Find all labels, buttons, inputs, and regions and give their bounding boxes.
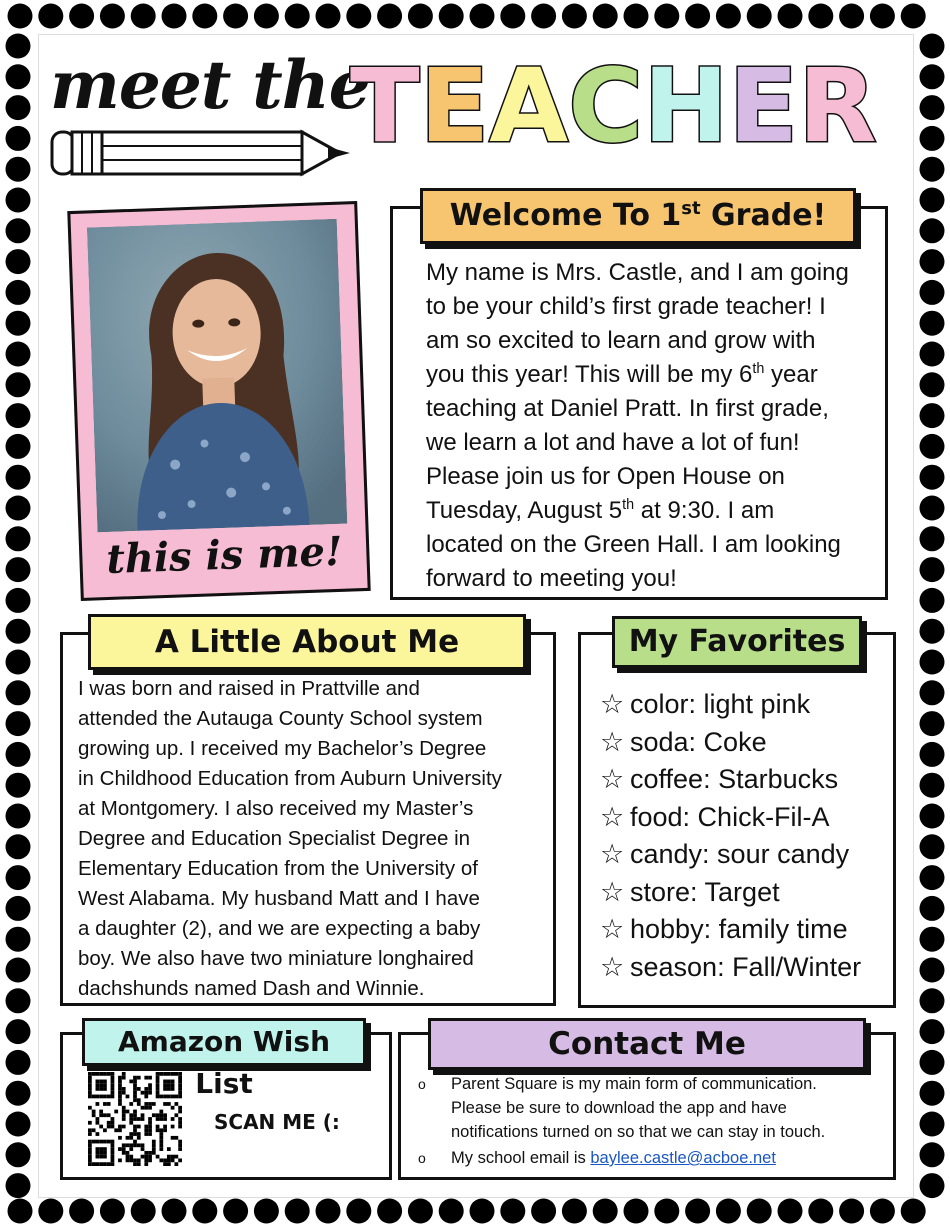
bullet: o	[418, 1150, 426, 1166]
favorite-item	[600, 724, 890, 762]
welcome-paragraph	[426, 256, 866, 596]
qr-code[interactable]	[88, 1072, 182, 1166]
welcome-title	[420, 188, 856, 244]
teacher-letter: R	[798, 47, 877, 166]
contact-line: notifications turned on so that we can stay in touch.	[451, 1123, 826, 1141]
about-paragraph	[78, 674, 536, 1004]
welcome-line-text: to be your child’s first grade teacher! I	[426, 293, 826, 320]
pencil-icon	[50, 126, 355, 180]
favorite-item	[600, 799, 890, 837]
welcome-line-text: teaching at Daniel Pratt. In first grade,	[426, 395, 829, 422]
welcome-line-text: year	[764, 361, 818, 388]
star-icon: ☆	[600, 839, 625, 869]
about-line: Elementary Education from the University of	[78, 857, 478, 880]
about-line: in Childhood Education from Auburn University	[78, 767, 502, 790]
contact-list	[414, 1072, 874, 1172]
favorite-text: candy: sour candy	[630, 839, 850, 869]
teacher-letter: A	[489, 47, 569, 166]
contact-title: Contact Me	[428, 1018, 866, 1070]
teacher-letter: H	[643, 47, 729, 166]
email-link[interactable]: baylee.castle@acboe.net	[590, 1149, 776, 1167]
teacher-heading	[350, 47, 877, 166]
welcome-line-text: you this year! This will be my 6	[426, 361, 753, 388]
welcome-line	[426, 562, 866, 596]
teacher-letter: T	[350, 47, 420, 166]
about-line: a daughter (2), and we are expecting a baby	[78, 917, 481, 940]
welcome-line-text: located on the Green Hall. I am looking	[426, 531, 841, 558]
favorite-text: season: Fall/Winter	[630, 951, 862, 982]
welcome-line	[426, 358, 866, 392]
about-line: dachshunds named Dash and Winnie.	[78, 977, 425, 1000]
star-icon: ☆	[600, 914, 625, 944]
welcome-title-post: Grade!	[700, 198, 827, 233]
favorite-text: coffee: Starbucks	[630, 764, 839, 794]
about-title: A Little About Me	[88, 614, 526, 670]
star-icon: ☆	[600, 764, 625, 794]
about-line: West Alabama. My husband Matt and I have	[78, 887, 480, 910]
email-prefix: My school email is	[451, 1149, 591, 1167]
star-icon: ☆	[600, 689, 625, 719]
about-line: boy. We also have two miniature longhaired	[78, 947, 474, 970]
star-icon: ☆	[600, 951, 625, 982]
favorite-item	[600, 874, 890, 912]
scan-me-label: SCAN ME (:	[214, 1110, 340, 1134]
favorite-item	[600, 761, 890, 799]
welcome-line-text: My name is Mrs. Castle, and I am going	[426, 259, 849, 286]
welcome-title-sup: st	[681, 198, 701, 219]
welcome-line	[426, 528, 866, 562]
favorite-text: soda: Coke	[630, 726, 767, 757]
favorite-item	[600, 949, 890, 987]
welcome-line-text: am so excited to learn and grow with	[426, 327, 816, 354]
about-line: at Montgomery. I also received my Master’s	[78, 797, 474, 820]
star-icon: ☆	[600, 876, 625, 907]
about-line: I was born and raised in Prattville and	[78, 677, 420, 700]
welcome-line-text: Please join us for Open House on	[426, 463, 785, 490]
teacher-letter: E	[728, 47, 799, 166]
about-line: growing up. I received my Bachelor’s Degree	[78, 737, 487, 760]
contact-item-email	[414, 1146, 874, 1170]
photo-frame	[67, 201, 370, 601]
welcome-line-sup: th	[622, 497, 635, 513]
about-line: attended the Autauga County School system	[78, 707, 483, 730]
welcome-line	[426, 426, 866, 460]
star-icon: ☆	[600, 801, 625, 832]
star-icon: ☆	[600, 726, 625, 757]
welcome-line-text: Tuesday, August 5	[426, 497, 623, 524]
wishlist-title: Amazon Wish List	[82, 1018, 366, 1066]
teacher-letter: C	[568, 47, 644, 166]
welcome-line	[426, 392, 866, 426]
photo-caption: this is me!	[105, 527, 344, 584]
favorite-text: color: light pink	[630, 689, 811, 719]
welcome-line-sup: th	[752, 361, 765, 377]
favorite-item	[600, 686, 890, 724]
favorites-list	[600, 686, 890, 986]
favorite-item	[600, 836, 890, 874]
contact-line: Please be sure to download the app and have	[451, 1099, 787, 1117]
welcome-line	[426, 256, 866, 290]
welcome-line	[426, 460, 866, 494]
contact-item-parent-square	[414, 1072, 874, 1144]
teacher-letter: E	[419, 47, 490, 166]
bullet: o	[418, 1076, 426, 1092]
welcome-line-text: we learn a lot and have a lot of fun!	[426, 429, 800, 456]
favorites-title: My Favorites	[612, 616, 862, 668]
welcome-line-text: forward to meeting you!	[426, 565, 677, 592]
favorite-item	[600, 911, 890, 949]
favorite-text: food: Chick-Fil-A	[630, 801, 830, 832]
meet-the-heading: meet the	[50, 46, 370, 124]
welcome-line	[426, 324, 866, 358]
favorite-text: hobby: family time	[630, 914, 848, 944]
favorite-text: store: Target	[630, 876, 780, 907]
welcome-line-text: at 9:30. I am	[634, 497, 775, 524]
about-line: Degree and Education Specialist Degree in	[78, 827, 471, 850]
contact-line: Parent Square is my main form of communication.	[451, 1075, 817, 1093]
welcome-line	[426, 494, 866, 528]
teacher-photo	[87, 219, 347, 533]
welcome-line	[426, 290, 866, 324]
welcome-title-pre: Welcome To 1	[449, 198, 682, 233]
